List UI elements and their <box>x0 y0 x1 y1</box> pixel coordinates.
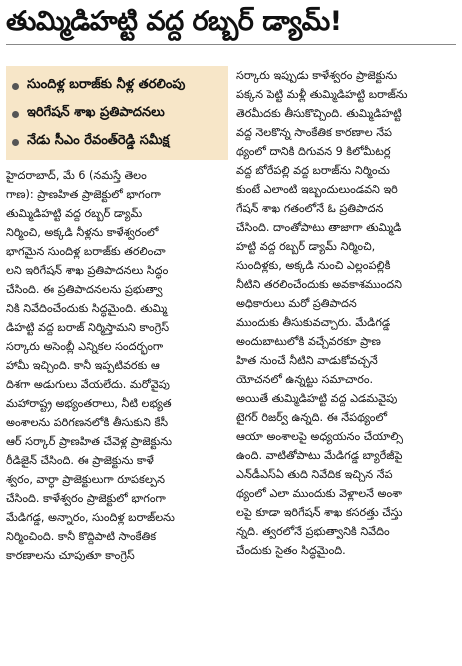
text-line: టైగర్ రిజర్వ్ ఉన్నది. ఈ నేపథ్యంలో <box>236 411 387 424</box>
text-line: నీటిని తరలించేందుకు అవకాశముందని <box>236 278 403 291</box>
text-line: అయితే తుమ్మిడిహట్టి వద్ద ఎడమవైపు <box>236 392 398 405</box>
left-column <box>6 66 228 662</box>
text-line: కుంటే ఎలాంటి ఇబ్బందులుండవని ఇరి <box>236 183 398 196</box>
text-line: అధికారులు మరో ప్రతిపాదన <box>236 297 357 310</box>
text-line: మహారాష్ట్ర అభ్యంతరాలు, నీటి లభ్యత <box>6 397 172 410</box>
highlight-text: నేడు సీఎం రేవంత్‌రెడ్డి సమీక్ష <box>27 133 170 148</box>
text-line: చేసింది. కాళేశ్వరం ప్రాజెక్టులో భాగంగా <box>6 492 166 505</box>
text-line: గాణ): ప్రాణహిత ప్రాజెక్టులో భాగంగా <box>6 188 161 201</box>
text-line: అందుబాటులోకి వచ్చేవరకూ ప్రాణ <box>236 335 381 348</box>
text-line: సర్కారు అసెంబ్లీ ఎన్నికల సందర్భంగా <box>6 340 164 353</box>
left-body-text <box>6 166 228 565</box>
text-line: హామీ ఇచ్చింది. కానీ ఇప్పటివరకు ఆ <box>6 359 160 372</box>
text-line: సర్కారు ఇప్పుడు కాళేశ్వరం ప్రాజెక్టును <box>236 69 398 82</box>
text-line: వద్ద బోరేపల్లి వద్ద బరాజ్‌ను నిర్మించు <box>236 164 390 177</box>
text-line: లని ఇరిగేషన్ శాఖ ప్రతిపాదనలు సిద్ధం <box>6 264 169 277</box>
text-line: డిహట్టి వద్ద బరాజ్ నిర్మిస్తామని కాంగ్రెస్ <box>6 321 170 334</box>
text-line: శ్వరం, వార్ధా ప్రాజెక్టులుగా రూపకల్పన <box>6 473 165 486</box>
text-line: తెరమీదకు తీసుకొచ్చింది. తుమ్మిడిహట్టి <box>236 107 402 120</box>
text-line: నికి నివేదించేందుకు సిద్ధమైంది. తుమ్మి <box>6 302 168 315</box>
text-line: వద్ద నెలకొన్న సాంకేతిక కారణాల నేప <box>236 126 393 139</box>
text-line: నిర్మించింది. కానీ కొద్దిపాటి సాంకేతిక <box>6 530 157 543</box>
right-body-text <box>236 66 456 560</box>
text-line: నిర్మించి, అక్కడి నీళ్లను కాళేశ్వరంలో <box>6 226 159 239</box>
text-line: లపై కూడా ఇరిగేషన్ శాఖ కసరత్తు చేస్తు <box>236 506 403 519</box>
highlight-item <box>12 100 222 128</box>
text-line: ఆయా అంశాలపై అధ్యయనం చేయాల్సి <box>236 430 403 443</box>
text-line: రీడిజైన్ చేసింది. ఈ ప్రాజెక్టును కాళే <box>6 454 154 467</box>
text-line: కారణాలను చూపుతూ కాంగ్రెస్ <box>6 549 135 562</box>
bullet-icon <box>12 83 19 90</box>
text-line: హట్టి వద్ద రబ్బర్ డ్యామ్ నిర్మించి, <box>236 240 376 253</box>
text-line: న్నది. త్వరలోనే ప్రభుత్వానికి నివేదిం <box>236 525 390 538</box>
text-line: హైదరాబాద్, మే 6 (నమస్తే తెలం <box>6 169 147 182</box>
text-line: పక్కన పెట్టి మళ్లీ తుమ్మిడిహట్టి బరాజ్‌ను <box>236 88 408 101</box>
text-line: ఉంది. వాటితోపాటు మేడిగడ్డ బ్యారేజీపై <box>236 449 403 462</box>
text-line: ఎన్‌డీఎస్‌ఏ తుది నివేదిక ఇచ్చిన నేప <box>236 468 393 481</box>
headline-divider <box>6 44 456 45</box>
highlight-text: ఇరిగేషన్ శాఖ ప్రతిపాదనలు <box>27 105 165 120</box>
highlight-item <box>12 128 222 156</box>
text-line: దిశగా అడుగులు వేయలేదు. మరోవైపు <box>6 378 170 391</box>
text-line: థ్యంలో దానికి దిగువన 9 కిలోమీటర్ల <box>236 145 391 158</box>
text-line: ఆర్ సర్కార్ ప్రాణహిత చేవెళ్ల ప్రాజెక్టును <box>6 435 172 448</box>
text-line: యోచనలో ఉన్నట్టు సమాచారం. <box>236 373 374 386</box>
text-line: థ్యంలో ఎలా ముందుకు వెళ్లాలనే అంశా <box>236 487 403 500</box>
article-columns <box>6 66 456 662</box>
text-line: భాగమైన సుందిళ్ల బరాజ్‌కు తరలించా <box>6 245 166 258</box>
highlight-text: సుందిళ్ల బరాజ్‌కు నీళ్ల తరలింపు <box>27 77 186 92</box>
text-line: సుందిళ్లకు, అక్కడి నుంచి ఎల్లంపల్లికి <box>236 259 391 272</box>
text-line: హిత నుంచే నీటిని వాడుకోవచ్చనే <box>236 354 378 367</box>
text-line: చేసింది. ఈ ప్రతిపాదనలను ప్రభుత్వా <box>6 283 163 296</box>
bullet-icon <box>12 111 19 118</box>
right-column <box>236 66 456 662</box>
highlight-item <box>12 72 222 100</box>
headline: తుమ్మిడిహట్టి వద్ద రబ్బర్ డ్యామ్! <box>6 6 342 37</box>
text-line: గేషన్ శాఖ గతంలోనే ఓ ప్రతిపాదన <box>236 202 384 215</box>
text-line: ముందుకు తీసుకువచ్చారు. మేడిగడ్డ <box>236 316 391 329</box>
text-line: చేందుకు సైతం సిద్ధమైంది. <box>236 544 346 557</box>
text-line: చేసింది. దాంతోపాటు తాజాగా తుమ్మిడి <box>236 221 402 234</box>
bullet-icon <box>12 139 19 146</box>
text-line: తుమ్మిడిహట్టి వద్ద రబ్బర్ డ్యామ్ <box>6 207 143 220</box>
text-line: అంశాలను పరిగణనలోకి తీసుకుని కేసీ <box>6 416 169 429</box>
text-line: మేడిగడ్డ, అన్నారం, సుందిళ్ల బరాజ్‌లను <box>6 511 175 524</box>
highlights-box <box>6 66 228 160</box>
